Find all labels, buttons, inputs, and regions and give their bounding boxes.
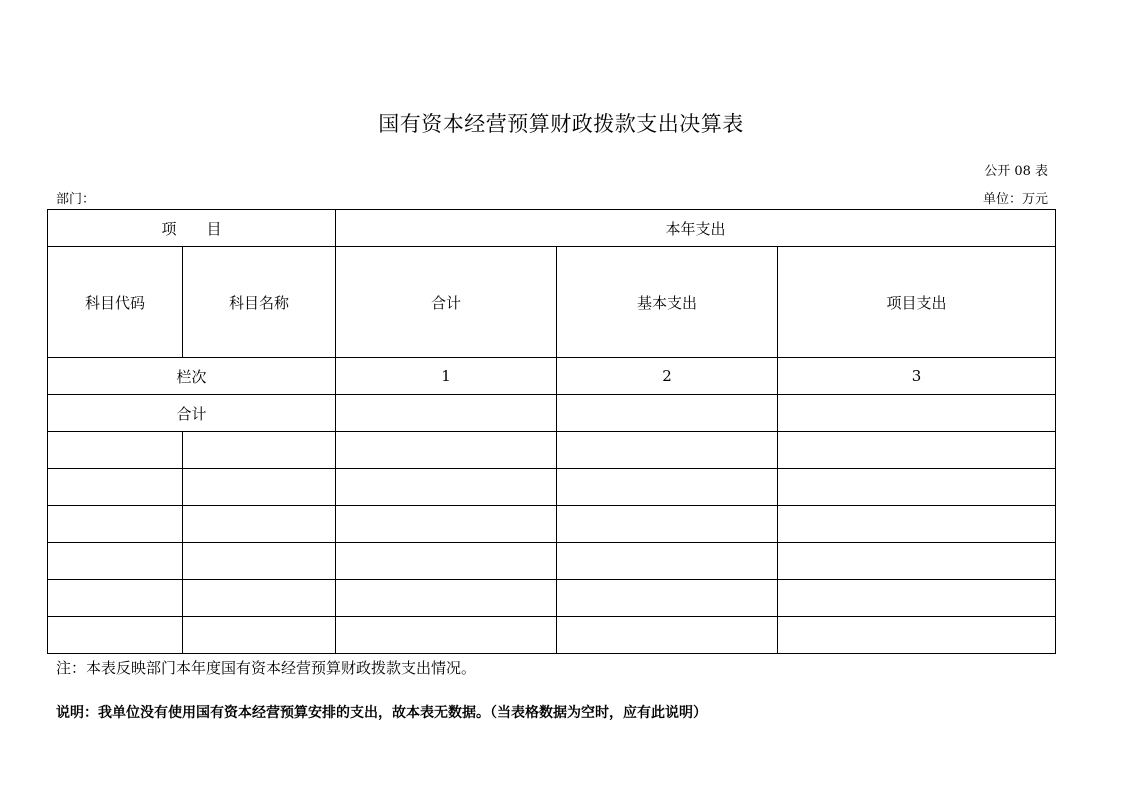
table-header-row-2 [48, 247, 1056, 358]
total-cell [336, 395, 557, 432]
table-cell [778, 580, 1056, 617]
unit-label: 单位：万元 [982, 192, 1048, 207]
header-item-label: 项目 [161, 219, 252, 238]
header-total: 合计 [336, 247, 557, 358]
table-row [48, 617, 1056, 654]
table-cell [183, 469, 336, 506]
table-row [48, 543, 1056, 580]
table-cell [336, 469, 557, 506]
table-row [48, 580, 1056, 617]
column-index-1: 1 [336, 358, 557, 395]
form-number: 公开 08 表 [984, 164, 1048, 179]
table-cell [183, 543, 336, 580]
table-cell [778, 617, 1056, 654]
header-subject-name: 科目名称 [183, 247, 336, 358]
table-cell [778, 506, 1056, 543]
table-cell [48, 543, 183, 580]
table-header-row-1 [48, 210, 1056, 247]
total-row [48, 395, 1056, 432]
table-cell [778, 469, 1056, 506]
table-cell [557, 432, 778, 469]
table-cell [48, 506, 183, 543]
table-row [48, 432, 1056, 469]
total-basic-cell [557, 395, 778, 432]
header-current-year: 本年支出 [336, 210, 1056, 247]
header-basic-expenditure: 基本支出 [557, 247, 778, 358]
table-cell [557, 617, 778, 654]
header-item [48, 210, 336, 247]
header-subject-code: 科目代码 [48, 247, 183, 358]
table-cell [336, 580, 557, 617]
column-index-2: 2 [557, 358, 778, 395]
column-index-label: 栏次 [48, 358, 336, 395]
table-cell [336, 432, 557, 469]
total-row-label: 合计 [48, 395, 336, 432]
page-title: 国有资本经营预算财政拨款支出决算表 [378, 112, 744, 136]
explanation-note: 说明：我单位没有使用国有资本经营预算安排的支出，故本表无数据。（当表格数据为空时，应有此说明） [56, 705, 707, 721]
table-cell [48, 580, 183, 617]
table-cell [183, 617, 336, 654]
table-cell [557, 580, 778, 617]
column-index-3: 3 [778, 358, 1056, 395]
empty-rows [48, 432, 1056, 654]
table-cell [778, 432, 1056, 469]
total-project-cell [778, 395, 1056, 432]
header-project-expenditure: 项目支出 [778, 247, 1056, 358]
table-cell [336, 506, 557, 543]
table-cell [557, 543, 778, 580]
table-cell [48, 432, 183, 469]
table-cell [48, 617, 183, 654]
column-index-row [48, 358, 1056, 395]
table-cell [557, 506, 778, 543]
table-row [48, 506, 1056, 543]
department-label: 部门： [56, 192, 96, 207]
table-cell [778, 543, 1056, 580]
table-row [48, 469, 1056, 506]
table-cell [336, 617, 557, 654]
table-note: 注：本表反映部门本年度国有资本经营预算财政拨款支出情况。 [56, 659, 477, 677]
table-cell [336, 543, 557, 580]
table-cell [183, 506, 336, 543]
table-cell [183, 432, 336, 469]
expenditure-table [47, 209, 1056, 654]
table-cell [48, 469, 183, 506]
table-cell [183, 580, 336, 617]
table-cell [557, 469, 778, 506]
